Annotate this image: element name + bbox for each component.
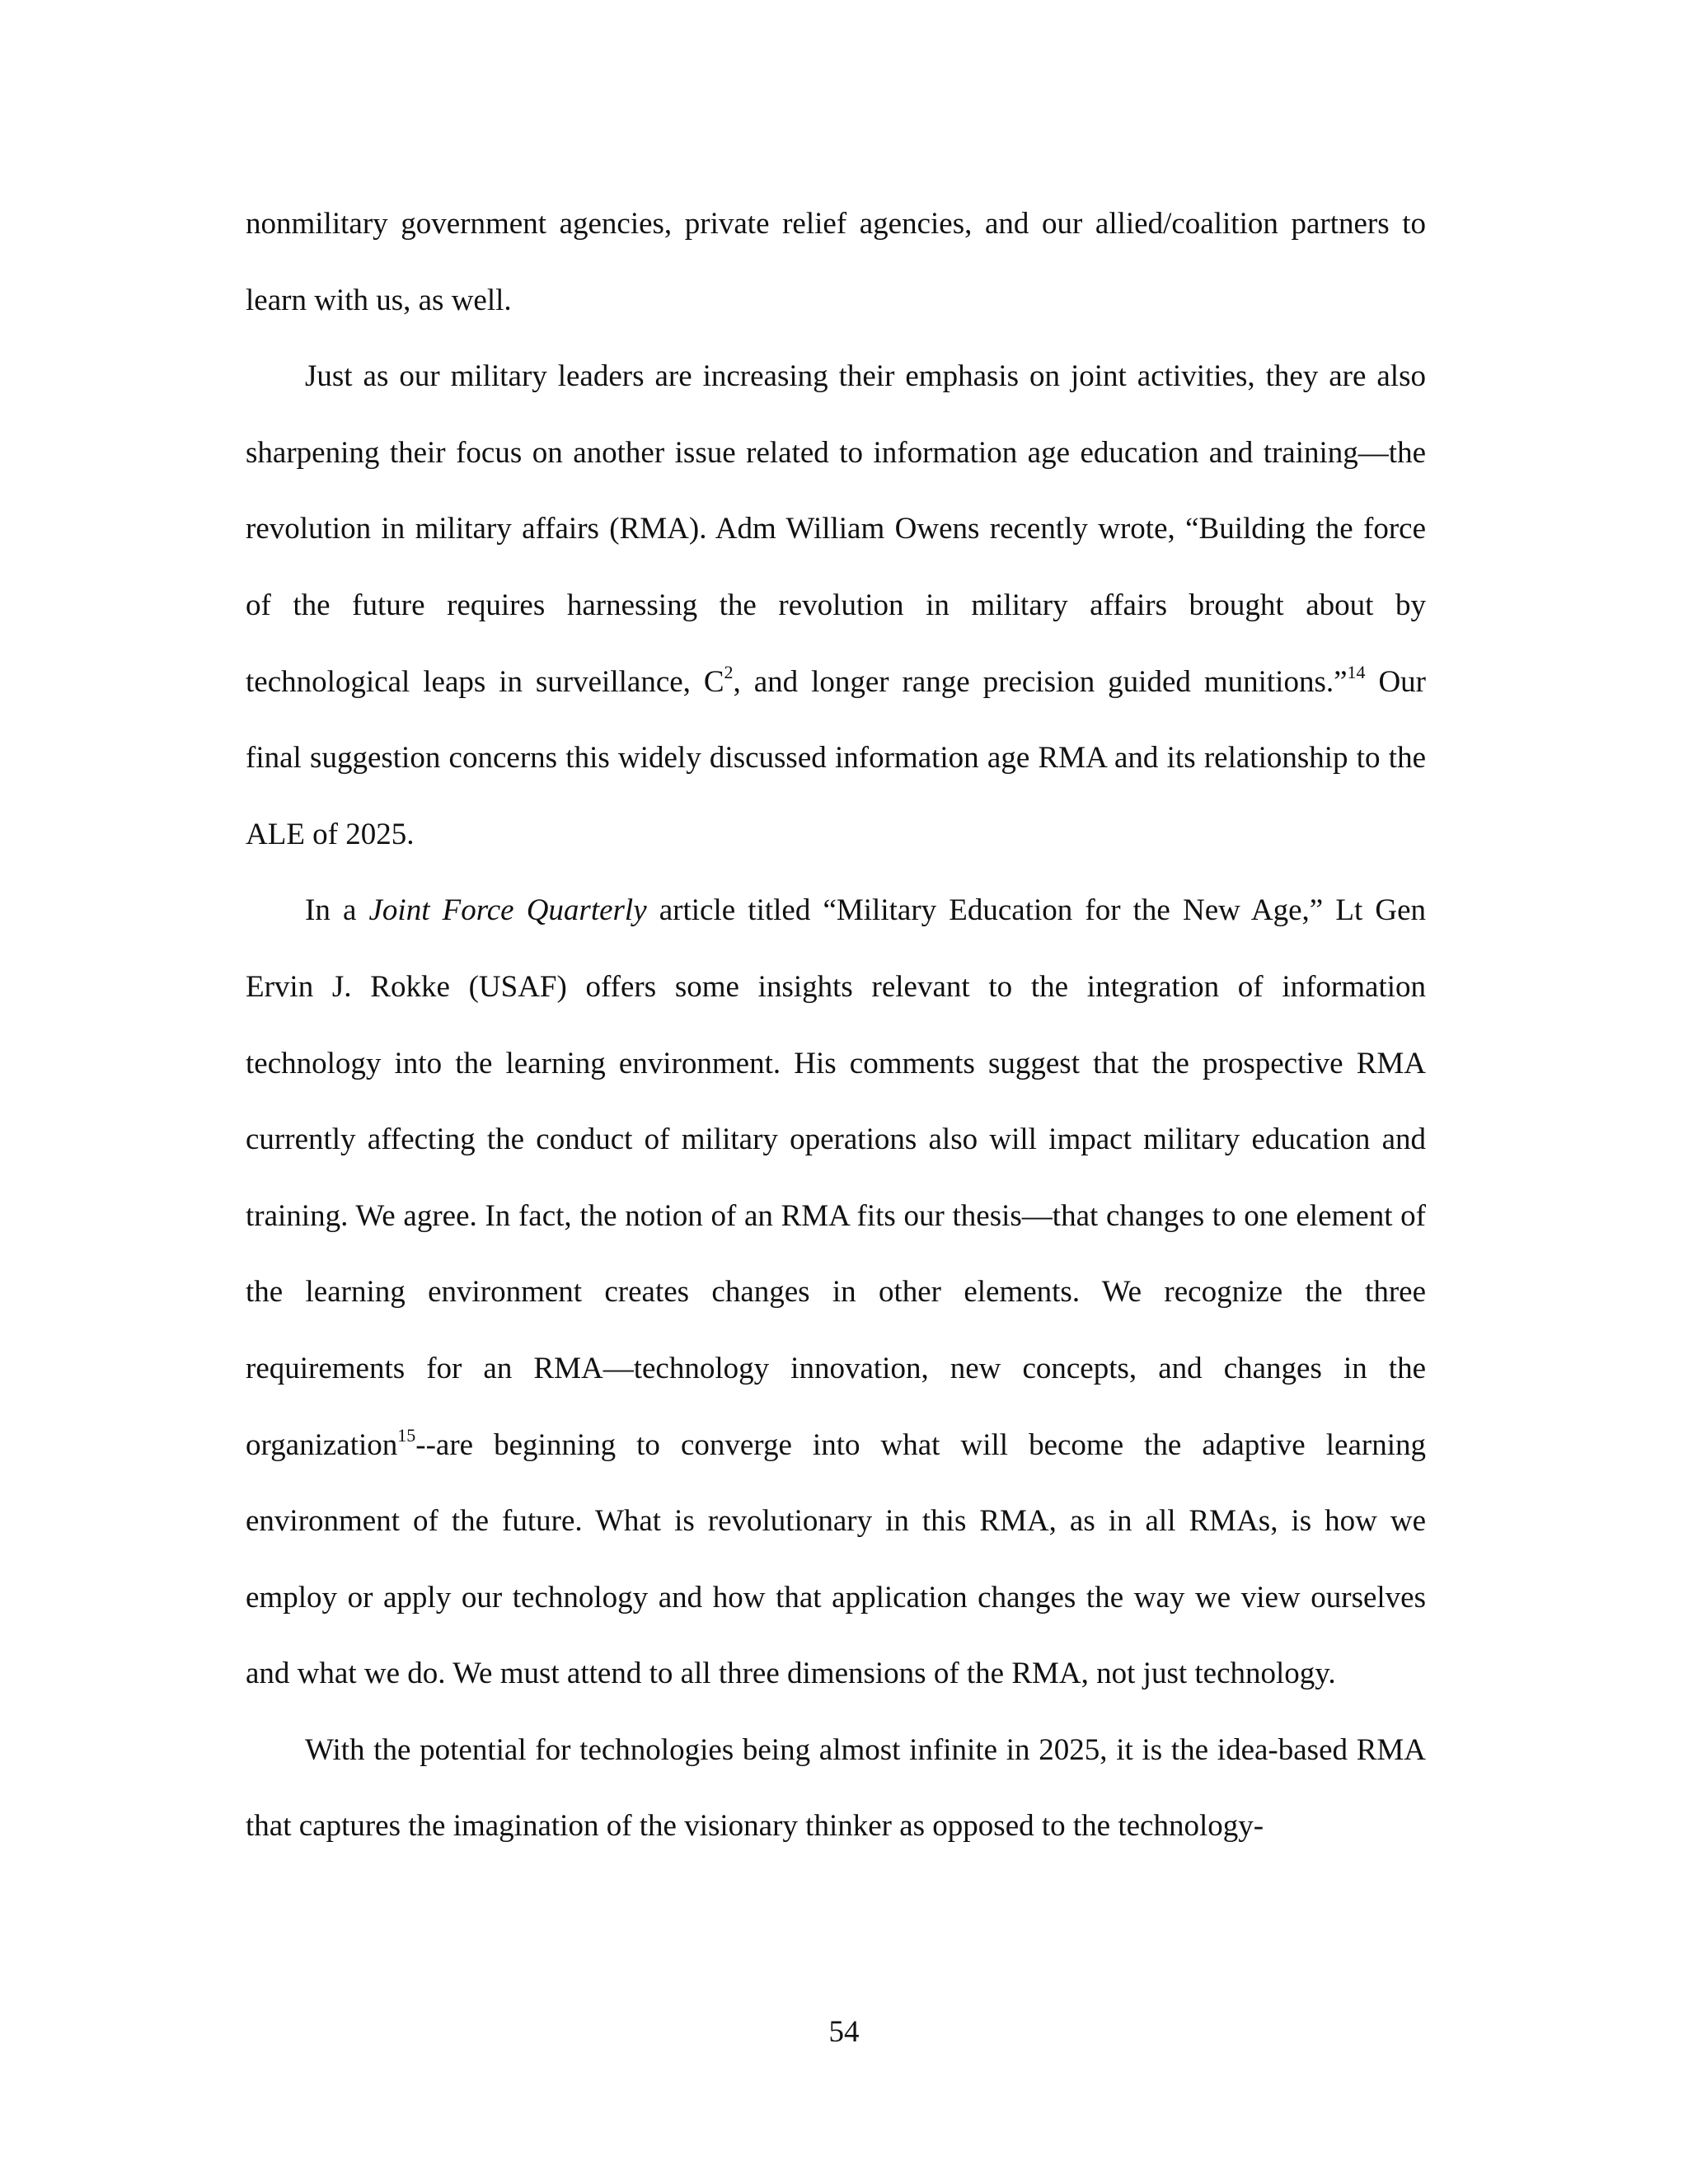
text-segment: In a [305,893,369,928]
text-segment: article titled “Military Education for the New Age,” Lt Gen Ervin J. Rokke (USAF) offers some insights relevant to the integration of information technology into the learning environment. His comments suggest that the prospective RMA currently affecting the conduct of military operations also will impact military education and training. We agree. In fact, the notion of an RMA fits our thesis—that changes to one element of the learning environment creates changes in other elements. We recognize the three requirements for an RMA—technology innovation, new concepts, and changes in the organization [246,893,1426,1462]
text-segment: nonmilitary government agencies, private relief agencies, and our allied/coalition partners to learn with us, as well. [246,207,1426,317]
text-segment: Just as our military leaders are increasing their emphasis on joint activities, they are also sharpening their focus on another issue related to information age education and training—the revolution in military affairs (RMA). Adm William Owens recently wrote, “Building the force of the future requires harnessing the revolution in military affairs brought about by technological leaps in surveillance, C [246,359,1426,699]
text-segment: Our final suggestion concerns this widely discussed information age RMA and its relationship to the ALE of 2025. [246,664,1426,851]
text-segment: --are beginning to converge into what will become the adaptive learning environment of the future. What is revolutionary in this RMA, as in all RMAs, is how we employ or apply our technology and how that application changes the way we view ourselves and what we do. We must attend to all three dimensions of the RMA, not just technology. [246,1427,1426,1691]
paragraph [246,1713,1426,1865]
paragraph [246,873,1426,1713]
text-segment: With the potential for technologies being almost infinite in 2025, it is the idea-based RMA that captures the imagination of the visionary thinker as opposed to the technology- [246,1732,1426,1844]
italic-title: Joint Force Quarterly [368,893,647,928]
footnote-reference: 15 [397,1424,416,1446]
text-segment: , and longer range precision guided munitions.” [733,664,1348,699]
paragraph [246,186,1426,339]
body-text [246,186,1426,1865]
paragraph [246,339,1426,873]
footnote-reference: 2 [724,661,734,682]
footnote-reference: 14 [1347,661,1366,682]
page-number: 54 [828,2015,860,2049]
